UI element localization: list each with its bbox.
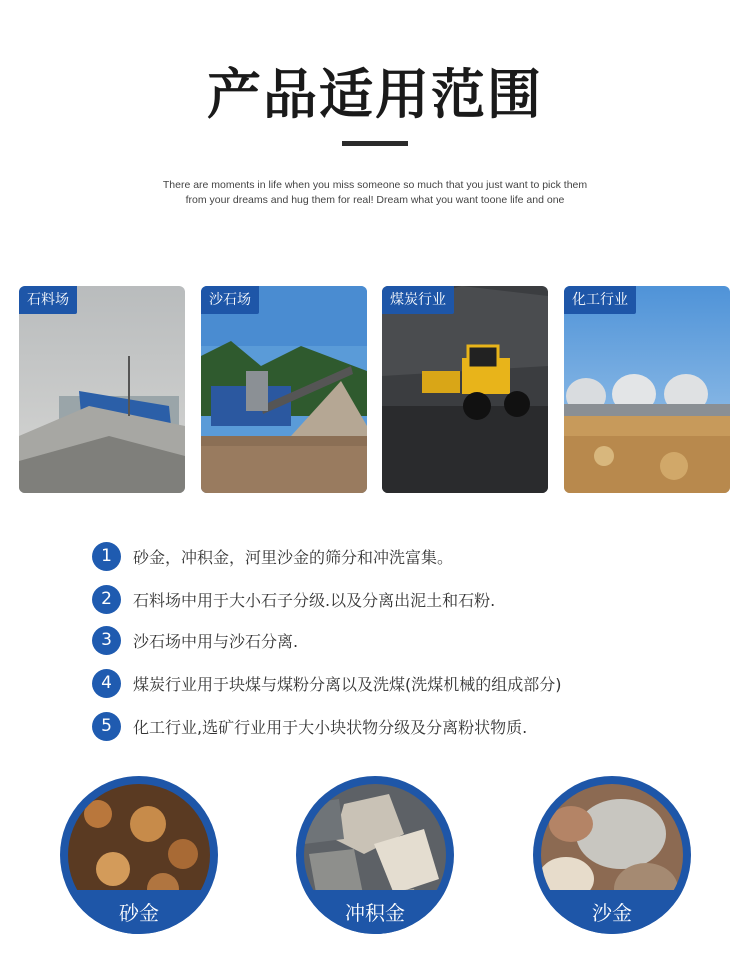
application-text: 煤炭行业用于块煤与煤粉分离以及洗煤(洗煤机械的组成部分) xyxy=(133,674,562,694)
material-label: 砂金 xyxy=(119,901,159,925)
sand-field-photo xyxy=(201,286,367,493)
application-item-4 xyxy=(92,668,562,698)
number-badge: 3 xyxy=(92,626,121,655)
industry-tag: 煤炭行业 xyxy=(382,286,454,314)
application-item-1 xyxy=(92,541,453,571)
material-label: 冲积金 xyxy=(345,901,405,925)
coal-loader-photo xyxy=(382,286,548,493)
page-title: 产品适用范围 xyxy=(207,63,543,126)
application-text: 沙石场中用与沙石分离. xyxy=(133,631,299,651)
application-text: 石料场中用于大小石子分级.以及分离出泥土和石粉. xyxy=(133,590,496,610)
industry-card-sand xyxy=(201,286,367,493)
chemical-plant-photo xyxy=(564,286,730,493)
material-label: 沙金 xyxy=(592,901,632,925)
number-badge: 2 xyxy=(92,585,121,614)
industry-tag: 化工行业 xyxy=(564,286,636,314)
application-item-2 xyxy=(92,584,495,614)
application-text: 砂金，冲积金，河里沙金的筛分和冲洗富集。 xyxy=(133,547,454,567)
industry-card-chemical xyxy=(564,286,730,493)
quarry-photo xyxy=(19,286,185,493)
industry-card-quarry xyxy=(19,286,185,493)
material-circle-placer-gold xyxy=(60,776,218,934)
page-subtitle: There are moments in life when you miss someone so much that you just want to pick them from your dreams and hug them for real! Dream what you want toone life and one xyxy=(162,179,588,206)
application-text: 化工行业,选矿行业用于大小块状物分级及分离粉状物质. xyxy=(133,717,528,737)
number-badge: 4 xyxy=(92,669,121,698)
title-divider xyxy=(342,141,408,146)
industry-tag: 沙石场 xyxy=(201,286,259,314)
industry-tag: 石料场 xyxy=(19,286,77,314)
application-item-3 xyxy=(92,625,298,655)
material-circle-alluvial-gold xyxy=(296,776,454,934)
application-item-5 xyxy=(92,711,527,741)
number-badge: 5 xyxy=(92,712,121,741)
industry-card-coal xyxy=(382,286,548,493)
number-badge: 1 xyxy=(92,542,121,571)
material-circle-sand-gold xyxy=(533,776,691,934)
